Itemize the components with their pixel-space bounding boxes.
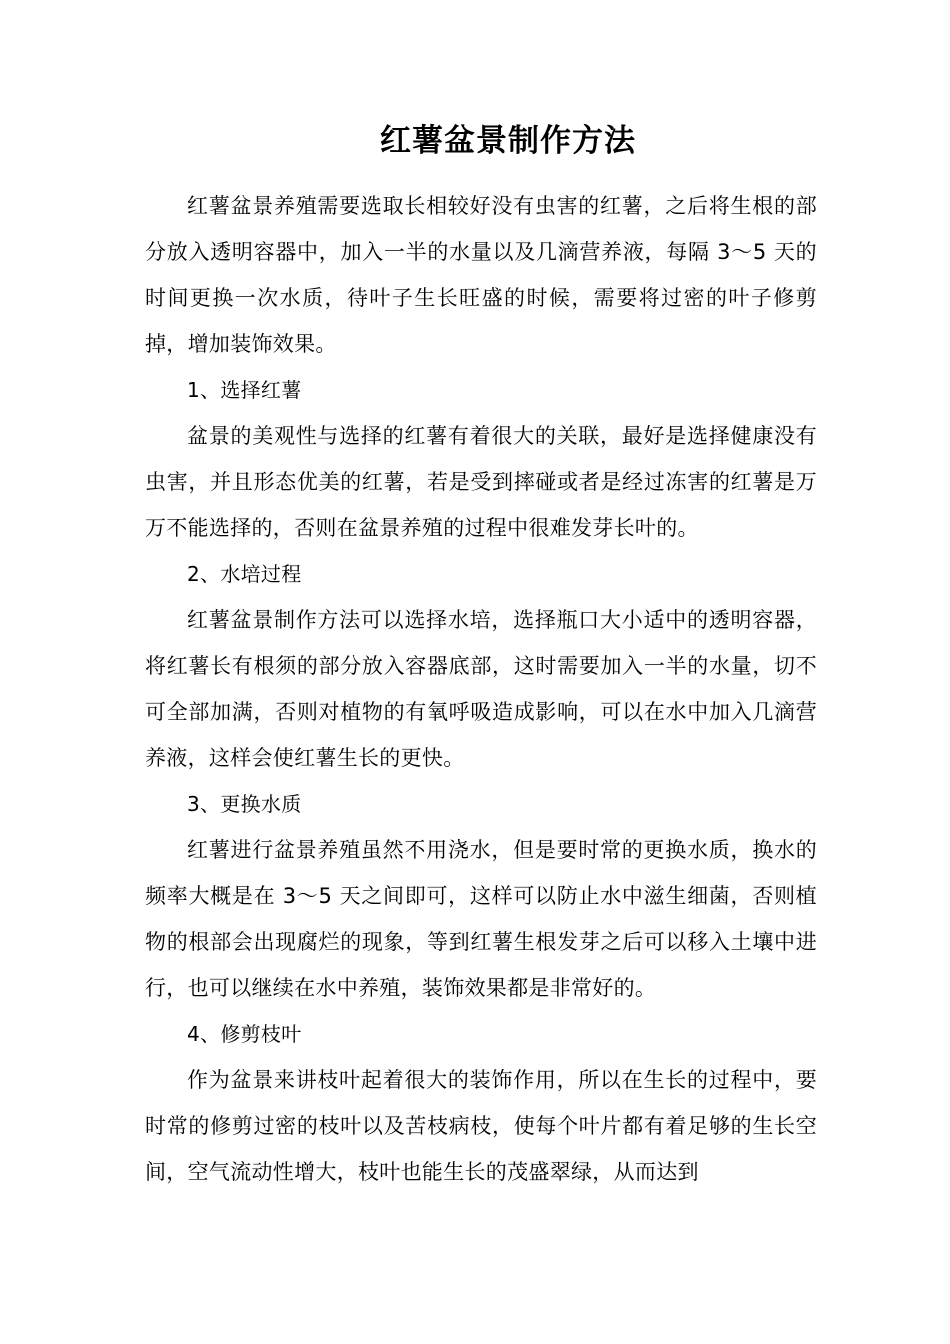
section-paragraph-1: 盆景的美观性与选择的红薯有着很大的关联，最好是选择健康没有虫害，并且形态优美的红薯，若是受到摔碰或者是经过冻害的红薯是万万不能选择的，否则在盆景养殖的过程中很难发芽长叶的。 [145, 424, 817, 540]
intro-paragraph: 红薯盆景养殖需要选取长相较好没有虫害的红薯，之后将生根的部分放入透明容器中，加入一半的水量以及几滴营养液，每隔 3～5 天的时间更换一次水质，待叶子生长旺盛的时候，需要将过密的叶子修剪掉，增加装饰效果。 [145, 194, 817, 356]
section-heading-2: 2、水培过程 [187, 562, 302, 586]
section-paragraph-4: 作为盆景来讲枝叶起着很大的装饰作用，所以在生长的过程中，要时常的修剪过密的枝叶以及苦枝病枝，使每个叶片都有着足够的生长空间，空气流动性增大，枝叶也能生长的茂盛翠绿，从而达到 [145, 1068, 817, 1184]
section-heading-3: 3、更换水质 [187, 792, 302, 816]
section-paragraph-2: 红薯盆景制作方法可以选择水培，选择瓶口大小适中的透明容器，将红薯长有根须的部分放入容器底部，这时需要加入一半的水量，切不可全部加满，否则对植物的有氧呼吸造成影响，可以在水中加入几滴营养液，这样会使红薯生长的更快。 [145, 608, 817, 770]
section-heading-4: 4、修剪枝叶 [187, 1022, 302, 1046]
document-title: 红薯盆景制作方法 [380, 123, 636, 159]
document-body [145, 183, 817, 1195]
section-heading-1: 1、选择红薯 [187, 378, 302, 402]
section-paragraph-3: 红薯进行盆景养殖虽然不用浇水，但是要时常的更换水质，换水的频率大概是在 3～5 天之间即可，这样可以防止水中滋生细菌，否则植物的根部会出现腐烂的现象，等到红薯生根发芽之后可以移入土壤中进行，也可以继续在水中养殖，装饰效果都是非常好的。 [145, 838, 817, 1000]
